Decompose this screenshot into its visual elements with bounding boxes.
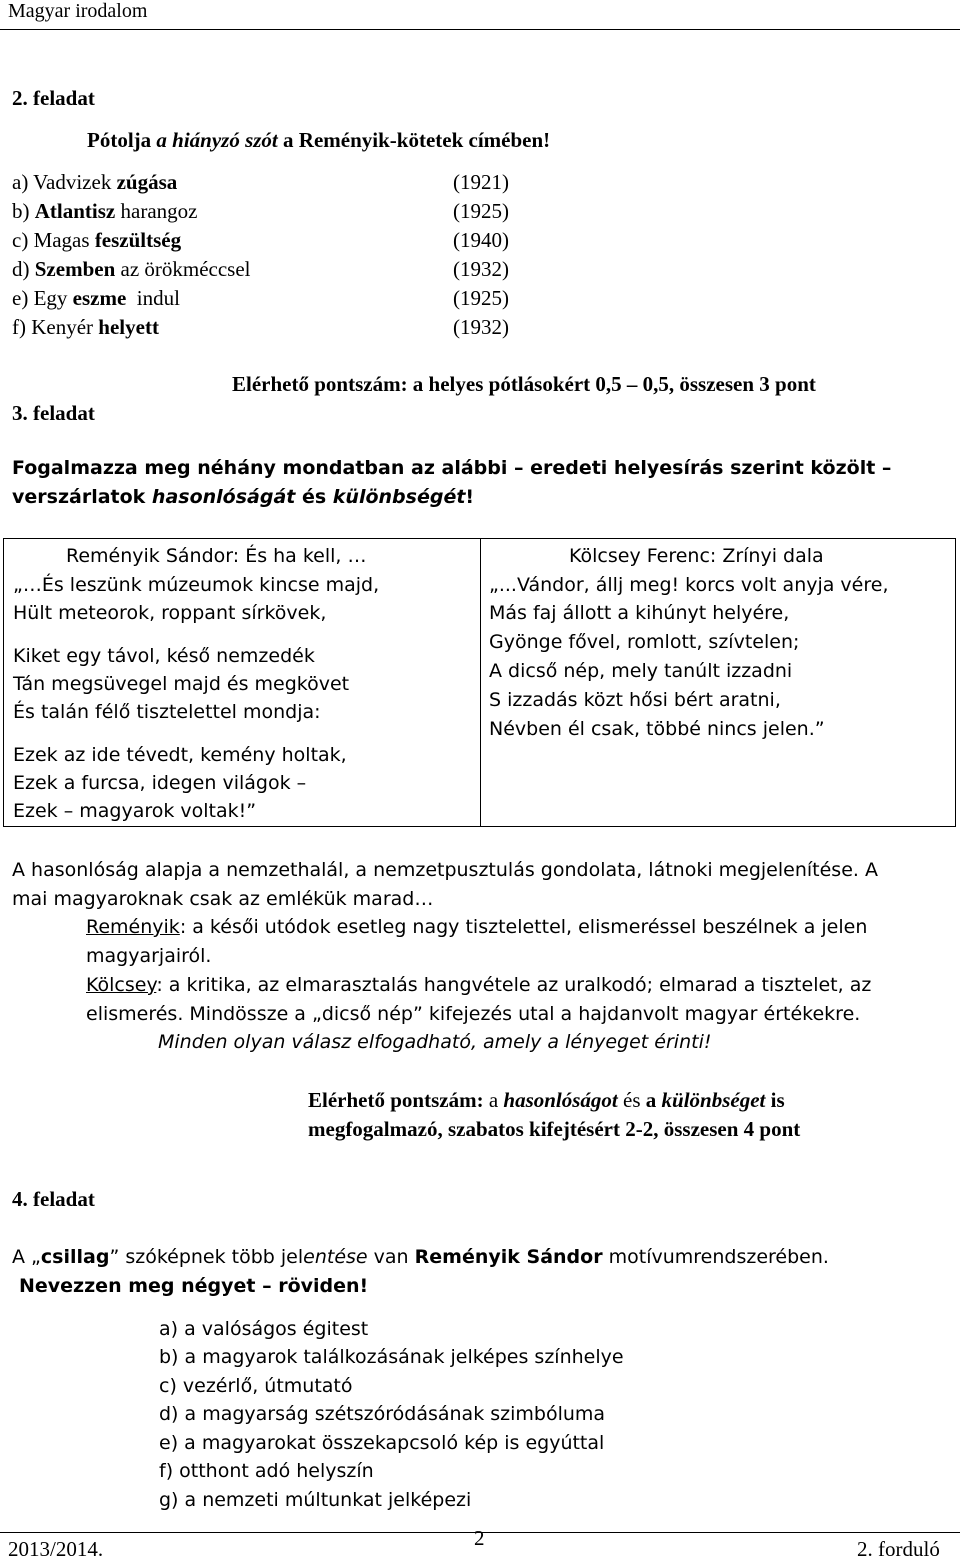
- poem-line: „...Vándor, állj meg! korcs volt anyja vére,: [489, 574, 889, 596]
- answer-item: c) vezérlő, útmutató: [159, 1375, 353, 1397]
- poem-line: „…És leszünk múzeumok kincse majd,: [13, 574, 380, 596]
- task3-heading: 3. feladat: [12, 401, 95, 425]
- poem-line: Névben él csak, többé nincs jelen.”: [489, 718, 825, 740]
- task3-score-line1: Elérhető pontszám: a hasonlóságot és a különbséget is: [308, 1088, 785, 1112]
- header-rule: [0, 29, 960, 30]
- instruction-part: a Reményik-kötetek címében!: [277, 128, 551, 152]
- footer-year: 2013/2014.: [8, 1537, 104, 1561]
- poem-table: [3, 538, 956, 827]
- poem-line: Ezek az ide tévedt, kemény holtak,: [13, 744, 347, 766]
- instruction-part-italic: a hiányzó szót: [156, 128, 278, 152]
- running-header: Magyar irodalom: [8, 0, 148, 22]
- column-divider: [480, 539, 481, 826]
- poem-line: Gyönge fővel, romlott, szívtelen;: [489, 631, 800, 653]
- year: (1932): [453, 315, 509, 339]
- answer-item: f) otthont adó helyszín: [159, 1460, 374, 1482]
- task4-question: A „csillag” szóképnek több jelentése van Reményik Sándor motívumrendszerében.: [12, 1246, 829, 1268]
- year: (1921): [453, 170, 509, 194]
- year: (1932): [453, 257, 509, 281]
- poem-line: Hült meteorok, roppant sírkövek,: [13, 602, 327, 624]
- year: (1925): [453, 286, 509, 310]
- list-item: e) Egy eszme indul (1925): [12, 286, 509, 310]
- poem-line: A dicső nép, mely tanúlt izzadni: [489, 660, 793, 682]
- list-item: b) Atlantisz harangoz (1925): [12, 199, 509, 223]
- poem-line: Tán megsüvegel majd és megkövet: [13, 673, 350, 695]
- answer-item: e) a magyarokat összekapcsoló kép is egyúttal: [159, 1432, 605, 1454]
- list-item: c) Magas feszültség (1940): [12, 228, 509, 252]
- answer-kolcsey: Kölcsey: a kritika, az elmarasztalás hangvétele az uralkodó; elmarad a tisztelet, az: [86, 974, 872, 996]
- answer-line: elismerés. Mindössze a „dicső nép” kifejezés utal a hajdanvolt magyar értékekre.: [86, 1003, 861, 1025]
- task2-heading: 2. feladat: [12, 86, 95, 110]
- task3-score-line2: megfogalmazó, szabatos kifejtésért 2-2, összesen 4 pont: [308, 1117, 801, 1141]
- answer-line: magyarjairól.: [86, 945, 212, 967]
- footer-round: 2. forduló: [857, 1537, 940, 1561]
- answer-note: Minden olyan válasz elfogadható, amely a lényeget érinti!: [158, 1031, 712, 1053]
- answer-remenyik: Reményik: a késői utódok esetleg nagy tisztelettel, elismeréssel beszélnek a jelen: [86, 916, 868, 938]
- answer-line: A hasonlóság alapja a nemzethalál, a nemzetpusztulás gondolata, látnoki megjelenítése. A: [12, 859, 878, 881]
- list-item: f) Kenyér helyett (1932): [12, 315, 509, 339]
- poem-line: S izzadás közt hősi bért aratni,: [489, 689, 781, 711]
- list-item: d) Szemben az örökméccsel (1932): [12, 257, 509, 281]
- task3-instruction-line1: Fogalmazza meg néhány mondatban az alábbi – eredeti helyesírás szerint közölt –: [12, 457, 892, 479]
- poem-right-title: Kölcsey Ferenc: Zrínyi dala: [569, 545, 824, 567]
- poem-line: Más faj állott a kihúnyt helyére,: [489, 602, 790, 624]
- answer-item: b) a magyarok találkozásának jelképes színhelye: [159, 1346, 624, 1368]
- poem-line: Ezek a furcsa, idegen világok –: [13, 772, 307, 794]
- task4-heading: 4. feladat: [12, 1187, 95, 1211]
- answer-item: d) a magyarság szétszóródásának szimbóluma: [159, 1403, 606, 1425]
- task3-instruction-line2: verszárlatok hasonlóságát és különbségét!: [12, 486, 475, 508]
- poem-line: És talán félő tisztelettel mondja:: [13, 701, 321, 723]
- poem-left-title: Reményik Sándor: És ha kell, …: [66, 545, 367, 567]
- poem-line: Kiket egy távol, késő nemzedék: [13, 645, 315, 667]
- poem-line: Ezek – magyarok voltak!”: [13, 800, 257, 822]
- task2-instruction: [87, 128, 550, 153]
- list-item: a) Vadvizek zúgása (1921): [12, 170, 509, 194]
- answer-item: g) a nemzeti múltunkat jelképezi: [159, 1489, 472, 1511]
- page-number: 2: [474, 1526, 485, 1550]
- year: (1925): [453, 199, 509, 223]
- answer-item: a) a valóságos égitest: [159, 1318, 369, 1340]
- instruction-part: Pótolja: [87, 128, 157, 152]
- task2-score: Elérhető pontszám: a helyes pótlásokért 0,5 – 0,5, összesen 3 pont: [232, 372, 816, 396]
- answer-line: mai magyaroknak csak az emlékük marad…: [12, 888, 434, 910]
- year: (1940): [453, 228, 509, 252]
- task4-question-line2: Nevezzen meg négyet – röviden!: [19, 1275, 369, 1297]
